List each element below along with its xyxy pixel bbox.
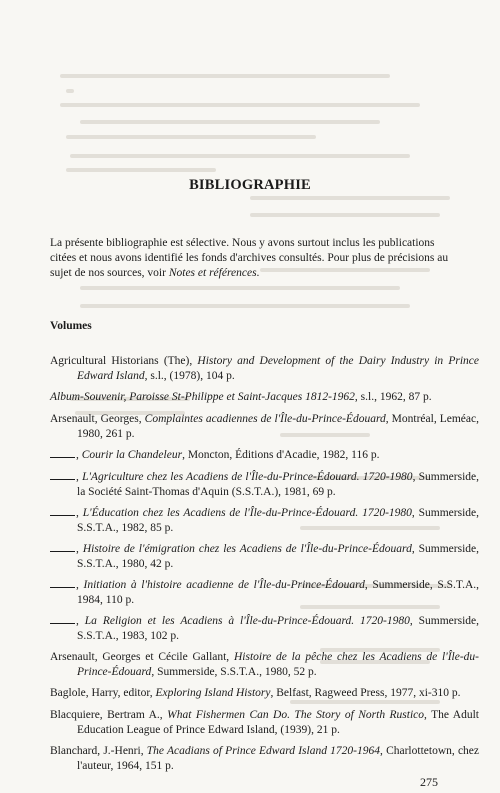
entry-publication: , Montréal, Leméac, 1980, 261 p. <box>77 413 479 440</box>
page-number: 275 <box>420 775 438 789</box>
entry-publication: , The Adult Education League of Prince Edward Island, (1939), 21 p. <box>77 709 480 736</box>
bibliography-entry <box>50 578 479 607</box>
entry-title: L'Éducation chez les Acadiens de l'Île-du-Prince-Édouard. 1720-1980 <box>82 507 412 519</box>
entry-title: Exploring Island History <box>155 687 271 699</box>
entry-publication: , Summerside, S.S.T.A., 1980, 52 p. <box>151 665 317 678</box>
bibliography-entry <box>50 542 479 571</box>
entry-publication: , Summerside, la Société Saint-Thomas d'Aquin (S.S.T.A.), 1981, 69 p. <box>77 471 479 498</box>
repeat-author-dash <box>50 543 75 552</box>
entry-title: The Acadians of Prince Edward Island 1720-1964 <box>146 745 380 757</box>
entry-title: L'Agriculture chez les Acadiens de l'Île-du-Prince-Édouard. 1720-1980 <box>82 471 413 483</box>
entry-author: , <box>76 579 84 591</box>
bibliography-entry <box>50 470 479 499</box>
entry-publication: , Belfast, Ragweed Press, 1977, xi-310 p. <box>270 687 461 699</box>
entry-publication: , Moncton, Éditions d'Acadie, 1982, 116 p. <box>182 449 380 461</box>
repeat-author-dash <box>50 579 75 588</box>
bibliography-entry <box>50 412 479 441</box>
entry-author: Agricultural Historians (The), <box>50 355 198 367</box>
entry-author: , <box>76 615 85 627</box>
intro-reference: Notes et références <box>168 267 257 279</box>
entry-author: Blacquiere, Bertram A., <box>50 709 168 721</box>
bibliography-entry <box>50 744 479 773</box>
entry-title: History and Development of the Dairy Industry in Prince Edward Island <box>77 355 480 382</box>
entry-title: La Religion et les Acadiens à l'Île-du-Prince-Édouard. 1720-1980 <box>84 615 410 627</box>
bibliography-entry <box>50 708 479 737</box>
entry-title: What Fishermen Can Do. The Story of North Rustico <box>167 709 425 721</box>
section-heading: Volumes <box>50 320 92 332</box>
entry-publication: , Summerside, S.S.T.A., 1984, 110 p. <box>77 579 479 606</box>
bibliography-entry <box>50 686 479 701</box>
entry-publication: , Summerside, S.S.T.A., 1980, 42 p. <box>77 543 480 570</box>
bibliography-entry <box>50 354 479 383</box>
entry-title: Histoire de la pêche chez les Acadiens de l'Île-du-Prince-Édouard <box>77 651 479 678</box>
repeat-author-dash <box>50 471 75 480</box>
bibliography-entry <box>50 448 479 463</box>
bibliography-entry <box>50 650 479 679</box>
entry-publication: , s.l., (1978), 104 p. <box>144 369 235 382</box>
entry-publication: , Summerside, S.S.T.A., 1982, 85 p. <box>77 507 480 534</box>
bibliography-entry <box>50 506 479 535</box>
entry-author: Blanchard, J.-Henri, <box>50 745 147 757</box>
bibliography-entry <box>50 390 479 405</box>
entry-title: Histoire de l'émigration chez les Acadiens de l'Île-du-Prince-Édouard <box>82 543 412 555</box>
entry-title: Courir la Chandeleur <box>81 449 183 461</box>
entry-author: Arsenault, Georges, <box>50 413 145 425</box>
entry-publication: , Charlottetown, chez l'auteur, 1964, 151 p. <box>77 745 480 772</box>
entry-author: , <box>76 471 83 483</box>
entry-author: , <box>76 449 82 461</box>
entry-author: , <box>76 507 83 519</box>
entry-author: Arsenault, Georges et Cécile Gallant, <box>50 651 234 663</box>
entry-publication: , Summerside, S.S.T.A., 1983, 102 p. <box>77 615 480 642</box>
entry-title: Initiation à l'histoire acadienne de l'Île-du-Prince-Édouard <box>83 579 365 591</box>
entry-publication: , s.l., 1962, 87 p. <box>354 391 432 403</box>
entry-author: , <box>76 543 83 555</box>
entry-title: Complaintes acadiennes de l'Île-du-Prince-Édouard <box>144 413 386 425</box>
repeat-author-dash <box>50 507 75 516</box>
entry-title: Album-Souvenir, Paroisse St-Philippe et Saint-Jacques 1812-1962 <box>50 391 355 403</box>
intro-text: La présente bibliographie est sélective. Nous y avons surtout inclus les publications citées et nous avons identifié les fonds d'archives consultés. Pour plus de précisions au sujet de nos sources, voir <box>50 237 449 279</box>
intro-paragraph <box>50 236 452 281</box>
entry-author: Baglole, Harry, editor, <box>50 687 156 699</box>
page-title: BIBLIOGRAPHIE <box>189 177 311 193</box>
repeat-author-dash <box>50 449 75 458</box>
repeat-author-dash <box>50 615 75 624</box>
bibliography-entry <box>50 614 479 643</box>
intro-end: . <box>256 267 260 279</box>
